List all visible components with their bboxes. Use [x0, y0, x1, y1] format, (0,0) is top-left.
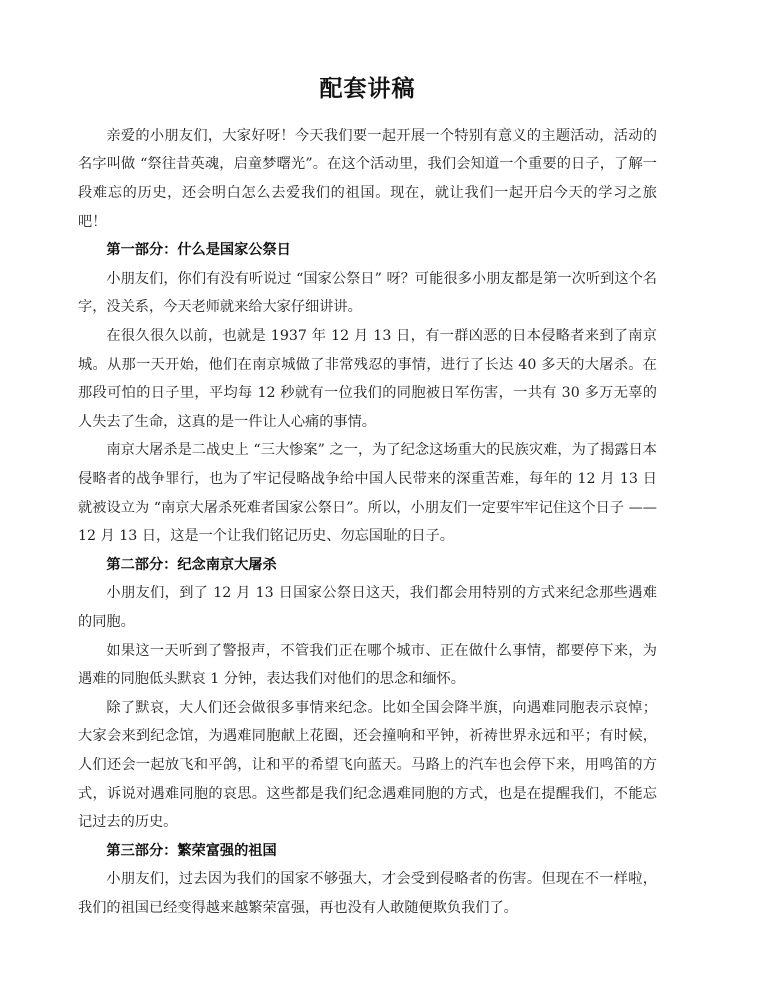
intro-paragraph: 亲爱的小朋友们，大家好呀！今天我们要一起开展一个特别有意义的主题活动，活动的名字叫做 “祭往昔英魂，启童梦曙光”。在这个活动里，我们会知道一个重要的日子，了解一段难忘的历史，还会明白怎么去爱我们的祖国。现在，就让我们一起开启今天的学习之旅吧！ — [78, 127, 657, 230]
part-two-paragraph-1: 小朋友们，到了 12 月 13 日国家公祭日这天，我们都会用特别的方式来纪念那些遇难的同胞。 — [78, 585, 657, 630]
part-two-paragraph-2: 如果这一天听到了警报声，不管我们正在哪个城市、正在做什么事情，都要停下来，为遇难的同胞低头默哀 1 分钟，表达我们对他们的思念和缅怀。 — [78, 642, 657, 688]
part-two-paragraph-3: 除了默哀，大人们还会做很多事情来纪念。比如全国会降半旗，向遇难同胞表示哀悼；大家会来到纪念馆，为遇难同胞献上花圈，还会撞响和平钟，祈祷世界永远和平；有时候，人们还会一起放飞和平鸽，让和平的希望飞向蓝天。马路上的汽车也会停下来，用鸣笛的方式，诉说对遇难同胞的哀思。这些都是我们纪念遇难同胞的方式，也是在提醒我们，不能忘记过去的历史。 — [78, 699, 657, 831]
document-content — [78, 122, 657, 923]
section-heading-part-three: 第三部分：繁荣富强的祖国 — [106, 842, 277, 859]
part-one-paragraph-3: 南京大屠杀是二战史上 “三大惨案” 之一，为了纪念这场重大的民族灾难，为了揭露日本侵略者的战争罪行，也为了牢记侵略战争给中国人民带来的深重苦难，每年的 12 月 13 日就被设立为 “南京大屠杀死难者国家公祭日”。所以，小朋友们一定要牢牢记住这个日子 ——12 月 13 日，这是一个让我们铭记历史、勿忘国耻的日子。 — [78, 442, 657, 545]
part-one-paragraph-1: 小朋友们，你们有没有听说过 “国家公祭日” 呀？可能很多小朋友都是第一次听到这个名字，没关系，今天老师就来给大家仔细讲讲。 — [78, 270, 657, 316]
section-heading-part-two: 第二部分：纪念南京大屠杀 — [106, 556, 277, 573]
part-three-paragraph-1: 小朋友们，过去因为我们的国家不够强大，才会受到侵略者的伤害。但现在不一样啦，我们的祖国已经变得越来越繁荣富强，再也没有人敢随便欺负我们了。 — [78, 871, 657, 916]
page-title: 配套讲稿 — [319, 75, 416, 102]
part-one-paragraph-2: 在很久很久以前，也就是 1937 年 12 月 13 日，有一群凶恶的日本侵略者来到了南京城。从那一天开始，他们在南京城做了非常残忍的事情，进行了长达 40 多天的大屠杀。在那段可怕的日子里，平均每 12 秒就有一位我们的同胞被日军伤害，一共有 30 多万无辜的人失去了生命，这真的是一件让人心痛的事情。 — [78, 328, 657, 430]
section-heading-part-one: 第一部分：什么是国家公祭日 — [106, 242, 291, 259]
